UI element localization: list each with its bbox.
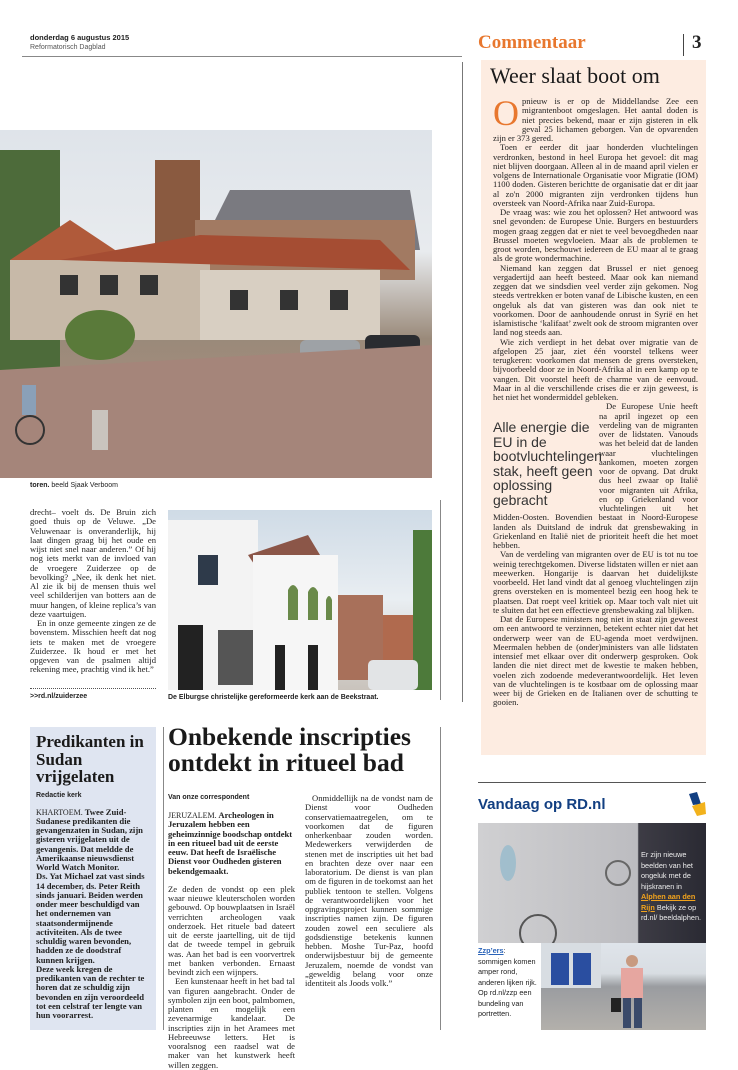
promo-copy: Er zijn nieuwe beelden van het ongeluk met de hijskranen in (641, 850, 693, 891)
header-divider (22, 56, 462, 57)
alphen-link[interactable]: Alphen aan den Rijn (641, 892, 696, 912)
paragraph: Wie zich verdiept in het debat over migratie van de afgelopen 25 jaar, ziet één voorstel telkens weer terugkeren: voorkomen dat mensen de grens oversteken, bijvoorbeeld door ze in Noord-Afrika al in een kamp op te vangen. Dit voorstel heeft de charme van de eenvoud. Maar in al die verschillende crises die er zijn geweest, is het niet het wondermiddel gebleken. (493, 336, 698, 402)
pull-quote: Alle energie die EU in de bootvluchtelingen stak, heeft geen oplossing gebracht (493, 419, 602, 508)
page-number: 3 (692, 32, 702, 53)
paragraph: En in onze gemeente zingen ze de bovenstem. Misschien heeft dat nog iets te maken met de vroegere Zuiderzee. Ik houd er met het opgeven van de psalmen altijd rekening mee, prachtig vind ik het.” (30, 618, 156, 675)
dateline: KHARTOEM. (36, 807, 83, 817)
column-divider (440, 500, 441, 700)
paragraph: Van de verdeling van migranten over de EU is tot nu toe weinig terechtgekomen. Diverse lidstaten willen er niet aan meewerken. Hongarije is daarvan het duidelijkste voorbeeld. Het land vindt dat al genoeg vluchtelingen zijn grens oversteken en is momenteel bezig een hoog hek te plaatsen. Dat roept veel kritiek op. Maar toch valt niet uit te sluiten dat het een effectieve grensbewaking zal blijken. (493, 549, 698, 615)
paragraph: Twee Zuid-Sudanese predikanten die gevangenzaten in Sudan, zijn gisteren vrijgelaten uit de gevangenis. Dat meldde de Amerikaanse nieuwsdienst World Watch Monitor. (36, 806, 143, 872)
column-divider (440, 727, 441, 1030)
paragraph: De Europese Unie heeft na april ingezet op een verdeling van de migranten over de lidstaten. Vanouds was het beleid dat de landen waar vluchtelingen aankomen, moeten zorgen voor de opvang. Dat drukt dus heel zwaar op Italië voor migranten uit Afrika, en op Griekenland voor vluchtelingen uit het Midden-Oosten. Bovendien bestaat in Noord-Europese landen als Duitsland de indruk dat grensbewaking in Griekenland en Italië niet de prioriteit heeft die het moet hebben. (493, 401, 698, 550)
article-column-1 (168, 811, 295, 1070)
promo-copy: : sommigen komen amper rond, anderen lijken rijk. Op rd.nl/zzp een bundeling van portretten. (478, 946, 537, 1018)
byline: Redactie kerk (36, 791, 82, 799)
caption-lead: toren. (30, 482, 50, 489)
photo-caption (30, 482, 118, 489)
article-column-2 (305, 794, 433, 988)
town-street-photo (0, 130, 432, 478)
paragraph: Ds. Yat Michael zat vast sinds 14 december, ds. Peter Reith sinds januari. Beiden werden onder meer beschuldigd van het ondernemen van staatsondermijnende activiteiten. Als de twee schuldig waren bevonden, hadden ze de doodstraf kunnen krijgen. (36, 871, 145, 965)
article-headline: Onbekende inscripties ontdekt in ritueel bad (168, 722, 411, 777)
paragraph: Ze deden de vondst op een plek waar nieuwe kleuterscholen worden gebouwd. Op bouwplaatsen in Israël verrichten archeologen vaak onderzoek. Het rituele bad dateert uit de eerste jaartelling, uit de tijd dat de tweede tempel in gebruik was. Aan het bad is een voorvertrek met banken verbonden. Ernaast bevindt zich een wijnpers. (168, 883, 295, 977)
lead-paragraph: Archeologen in Jeruzalem hebben een geheimzinnige boodschap ontdekt in een ritueel bad uit de eerste eeuw. Dat heeft de Israëlische Dienst voor Oudheden gisteren bekendgemaakt. (168, 810, 293, 876)
newspaper-name: Reformatorisch Dagblad (30, 44, 106, 51)
byline: Van onze correspondent (168, 794, 250, 801)
dotted-divider (30, 688, 156, 689)
drop-cap: O (493, 93, 519, 133)
promo-text (478, 946, 540, 1020)
commentary-body (493, 93, 698, 708)
church-photo (168, 510, 432, 690)
photo-credit: beeld Sjaak Verboom (51, 482, 118, 489)
photo-caption: De Elburgse christelijke gereformeerde kerk aan de Beekstraat. (168, 694, 379, 701)
commentary-box (481, 60, 706, 755)
paragraph: pnieuw is er op de Middellandse Zee een migrantenboot omgeslagen. Het aantal doden is niet precies bekend, maar er zijn gisteren in elk geval 25 lichamen geborgen. Van de opvarenden zijn er 373 gered. (493, 96, 698, 143)
paragraph: Deze week kregen de predikanten van de rechter te horen dat ze schuldig zijn bevonden en zijn veroordeeld tot een celstraf ter lengte van hun voorarrest. (36, 963, 145, 1020)
column-divider (163, 727, 164, 1030)
zuiderzee-article-end (30, 508, 156, 675)
rd-promo-title: Vandaag op RD.nl (478, 796, 606, 813)
issue-date: donderdag 6 augustus 2015 (30, 33, 130, 42)
paragraph: Dat de Europese ministers nog niet in staat zijn geweest om een antwoord te verzinnen, betekent echter niet dat het onderwerp weer van de EU-agenda moet verdwijnen. Meermalen hebben de (onder)ministers van alle lidstaten intensief met elkaar over dit onderwerp gesproken. Ook landen die niet direct met de kwestie te maken hebben, voelen zich zodoende medeverantwoordelijk. Het leven van de vluchtelingen is te kostbaar om de oplossing maar weer bij de Grieken en de Italianen over de schutting te gooien. (493, 614, 698, 708)
paragraph: Niemand kan zeggen dat Brussel er niet genoeg vergadertijd aan heeft besteed. Maar ook kan niemand zeggen dat we sindsdien veel verder zijn gekomen. Nog steeds vertrekken er boten vanaf de Libische kusten, en een ongeluk als dat van gisteren was dan ook niet te voorkomen. Door de aanhoudende onrust in Syrië en het islamistische ‘kalifaat’ zwelt ook de stroom migranten over land nog steeds aan. (493, 262, 698, 338)
article-headline: Predikanten in Sudan vrijgelaten (36, 732, 144, 786)
commentary-title: Weer slaat boot om (490, 63, 660, 88)
dateline: JERUZALEM. (168, 811, 217, 820)
zuiderzee-link[interactable]: >>rd.nl/zuiderzee (30, 693, 88, 700)
page-number-divider (683, 34, 684, 56)
paragraph: Onmiddellijk na de vondst nam de Dienst voor Oudheden conservatiemaatregelen, om te voorkomen dat de figuren onherkenbaar zouden worden. Medewerkers verwijderden de stenen met de inscripties uit het bad en brachten deze over naar een laboratorium. De dienst is van plan om de figuren in de toekomst aan het publiek tentoon te stellen. Volgens de verantwoordelijken voor het opgravingsproject kunnen sommige inscripties namen zijn. De figuren zouden zowel een seculiere als godsdienstige betekenis kunnen hebben. Moshe Tur-Paz, hoofd onderwijsbestuur bij de gemeente Jeruzalem, noemde de vondst van „geweldig belang voor onze identiteit als Joods volk.” (305, 793, 433, 988)
column-divider (462, 62, 463, 702)
section-divider (478, 782, 706, 783)
paragraph: drecht– voelt ds. De Bruin zich goed thuis op de Veluwe. „De Veluwenaar is onveranderlijk, hij laat dingen graag bij het oude en wijst niet snel naar anderen.” Of hij nog iets merkt van de invloed van de vroegere Zuiderzee op de bevolking? „Nee, ik denk het niet. Al zie ik bij de mensen thuis wel veel schilderijen van botters aan de muur hangen, of kleine replica’s van deze vaartuigen. (30, 507, 156, 619)
paragraph: De vraag was: wie zou het oplossen? Het antwoord was snel gevonden: de Europese Unie. Burgers en bestuurders mogen graag zeggen dat er niet te veel bevoegdheden naar Brussel moeten wegvloeien. Maar als de problemen te groot worden, beschouwt iedereen de EU maar al te graag als de grote wondermachine. (493, 207, 698, 264)
sudan-article (30, 727, 156, 1030)
paragraph: Toen er eerder dit jaar honderden vluchtelingen verdronken, bestond in heel Europa het gevoel: dit mag niet blijven doorgaan. Alleen al in de maand april vielen er volgens de Internationale Organisatie voor Migratie (IOM) 1100 doden. Gisteren berichtte de organisatie dat er dit jaar al zo'n 2000 migranten zijn verdronken tijdens hun oversteek van Noord-Afrika naar Zuid-Europa. (493, 142, 698, 208)
zzp-link[interactable]: Zzp’ers (478, 946, 504, 955)
zzp-portrait-promo-image[interactable] (541, 943, 706, 1030)
promo-text (641, 850, 703, 924)
paragraph: Een kunstenaar heeft in het bad tal van figuren aangebracht. Onder de symbolen zijn een boot, palmbomen, planten en mogelijk een zevenarmige kandelaar. De inscripties zijn in het Aramees met Hebreeuwse letters. Het is vooralsnog een raadsel wat de maker van het kunstwerk heeft willen zeggen. (168, 976, 295, 1070)
article-body (36, 808, 150, 1021)
section-title: Commentaar (478, 32, 586, 53)
promo-copy: Bekijk ze op rd.nl/ beeldalphen. (641, 902, 702, 922)
rd-logo-icon (688, 792, 706, 816)
